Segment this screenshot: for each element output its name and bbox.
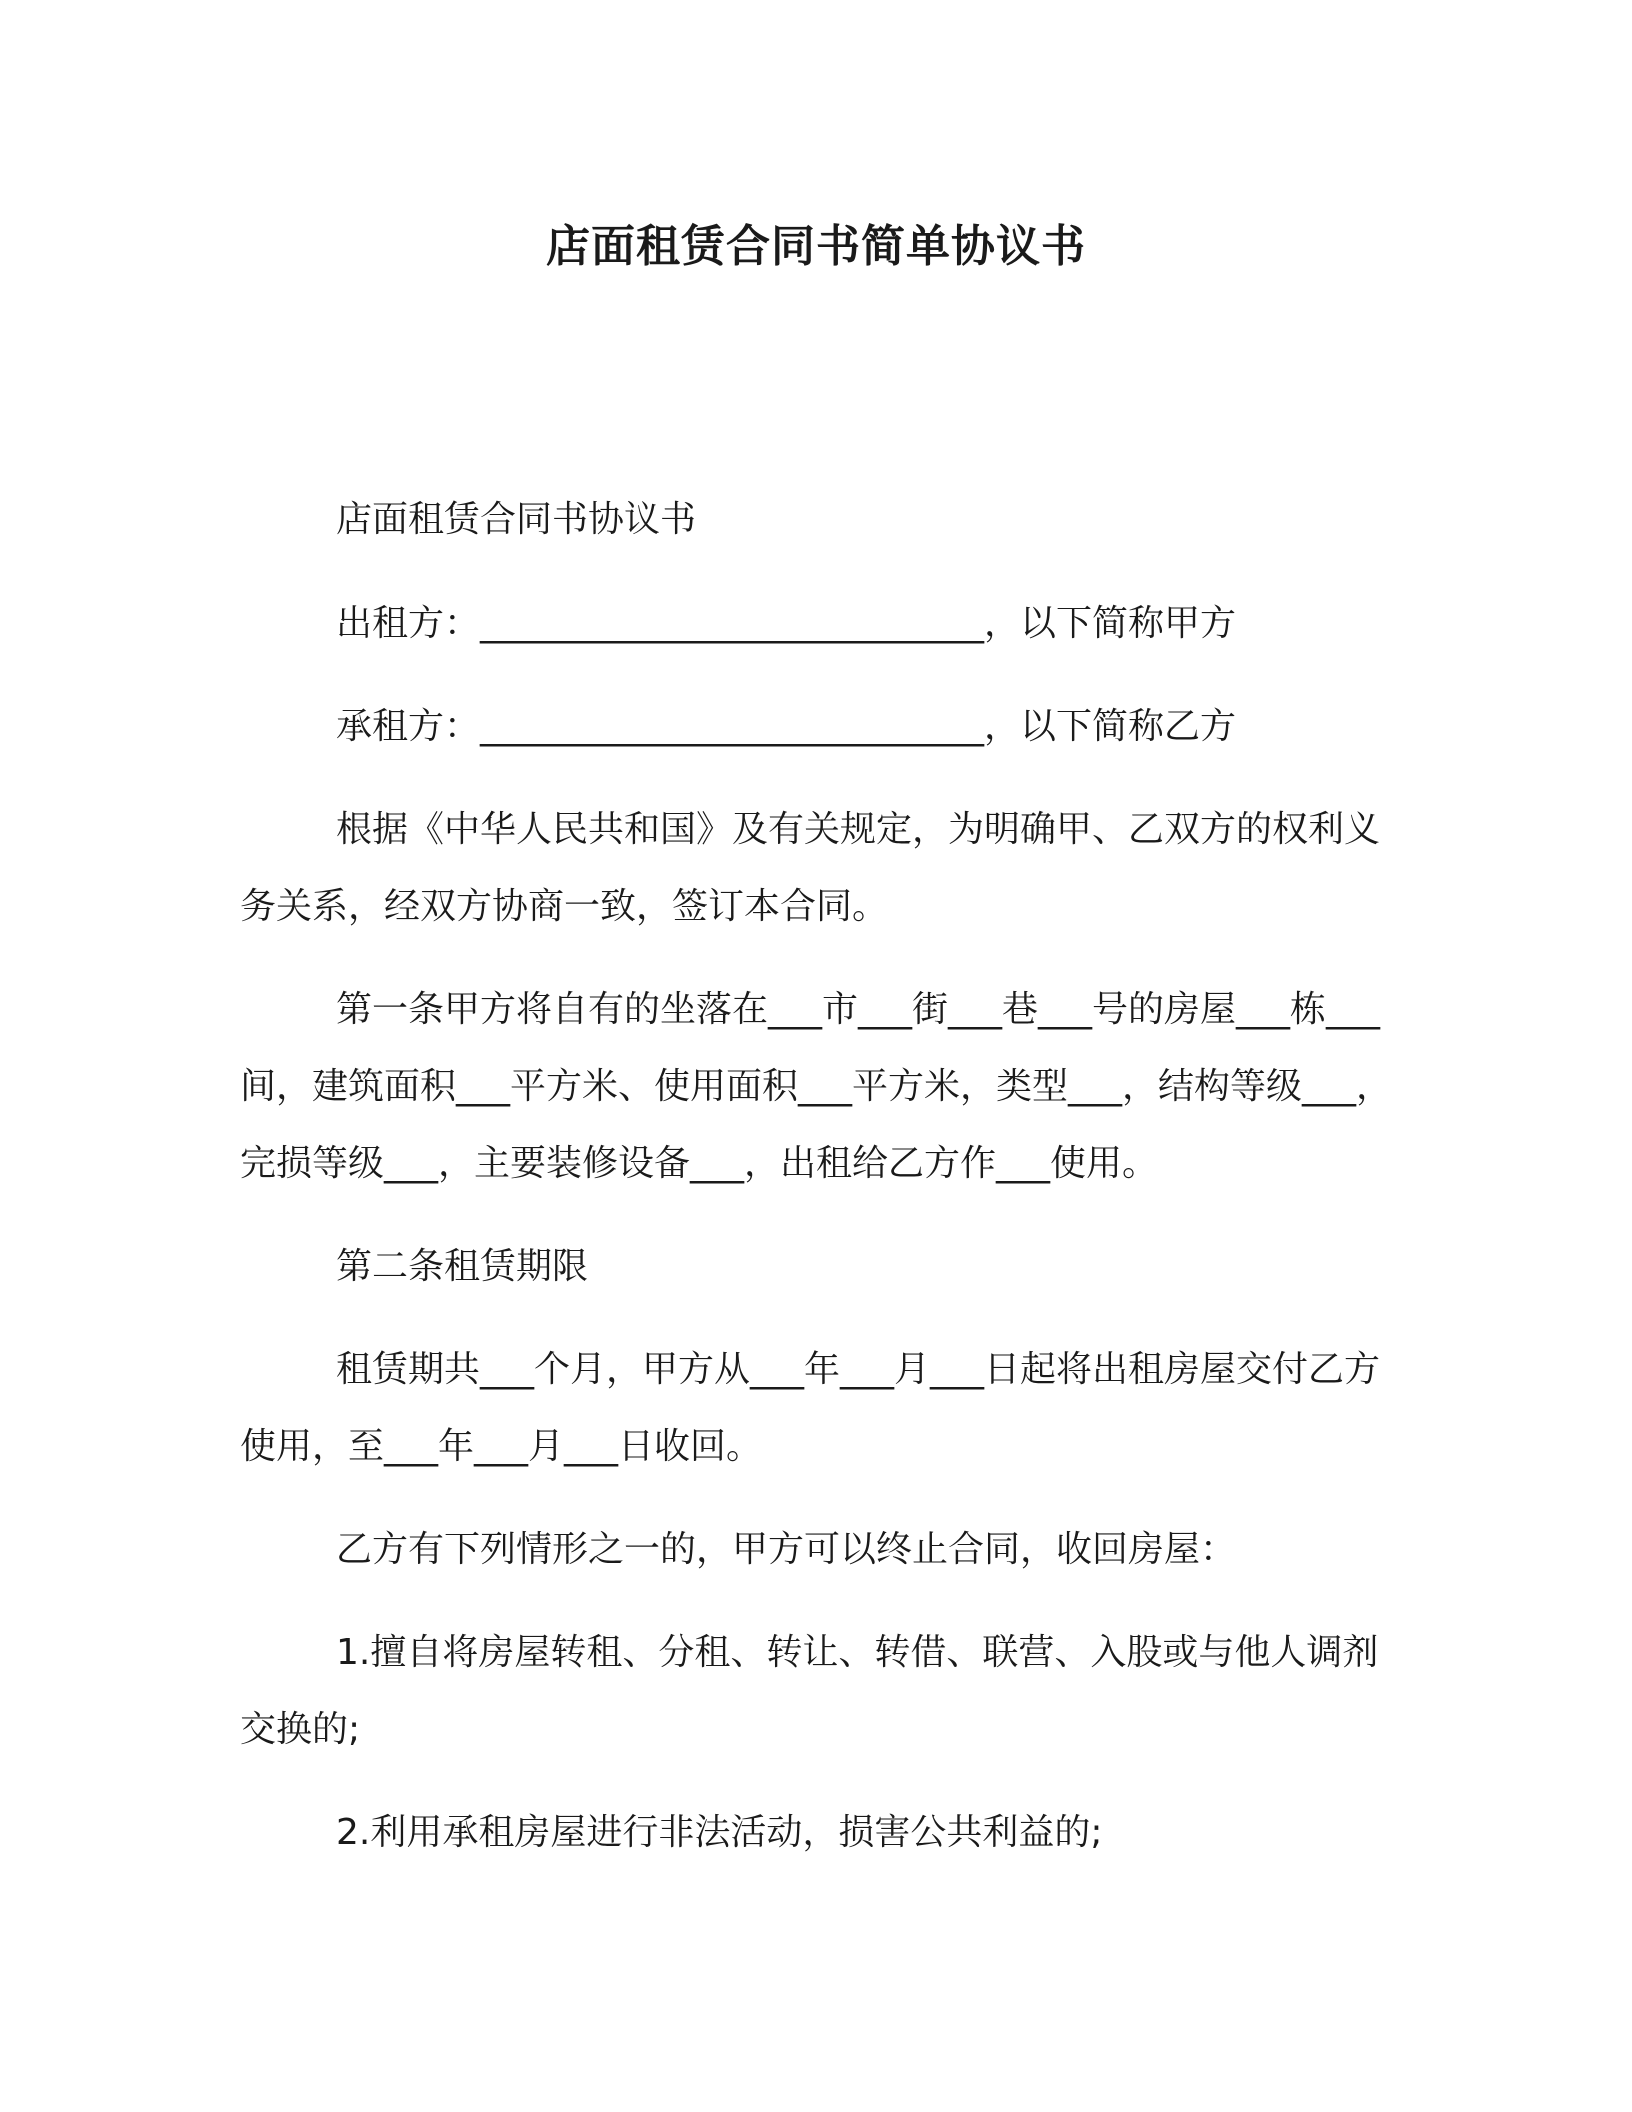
preamble-paragraph: 根据《中华人民共和国》及有关规定，为明确甲、乙双方的权利义务关系，经双方协商一致，签订本合同。 <box>240 809 1381 927</box>
article-2-term-paragraph: 租赁期共___个月，甲方从___年___月___日起将出租房屋交付乙方使用，至___年___月___日收回。 <box>240 1349 1381 1467</box>
lessor-line: 出租方：____________________________，以下简称甲方 <box>336 603 1237 644</box>
contract-subtitle: 店面租赁合同书协议书 <box>336 499 697 540</box>
termination-intro: 乙方有下列情形之一的，甲方可以终止合同，收回房屋： <box>336 1529 1237 1570</box>
document-title: 店面租赁合同书简单协议书 <box>546 221 1086 272</box>
termination-clause-1: 1.擅自将房屋转租、分租、转让、转借、联营、入股或与他人调剂交换的; <box>240 1632 1379 1750</box>
termination-clause-2: 2.利用承租房屋进行非法活动，损害公共利益的; <box>336 1812 1103 1853</box>
article-1-paragraph: 第一条甲方将自有的坐落在___市___街___巷___号的房屋___栋___间，建筑面积___平方米、使用面积___平方米，类型___，结构等级___，完损等级___，主要装修设备___，出租给乙方作___使用。 <box>240 989 1393 1184</box>
article-2-heading: 第二条租赁期限 <box>336 1246 589 1287</box>
lessee-line: 承租方：____________________________，以下简称乙方 <box>336 706 1237 747</box>
